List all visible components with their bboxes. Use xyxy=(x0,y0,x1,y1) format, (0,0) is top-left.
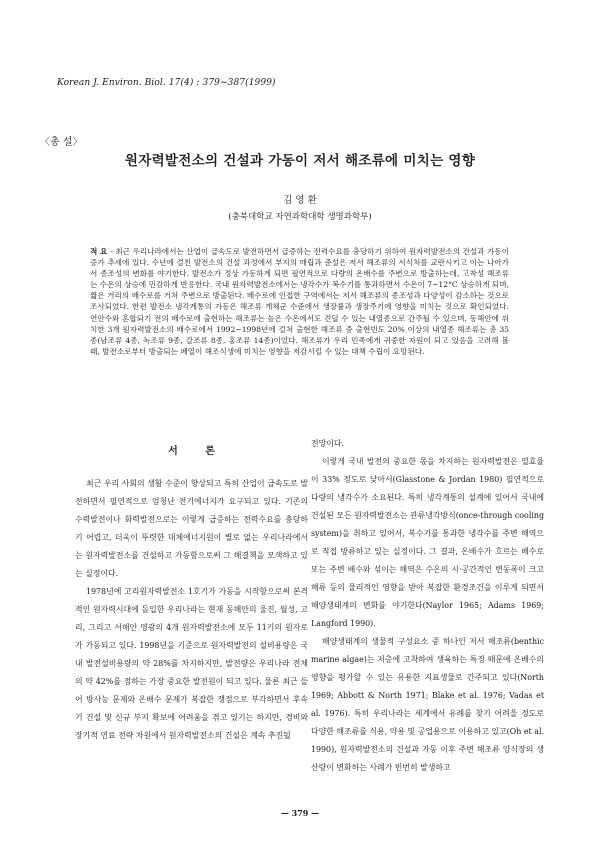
section-heading-introduction: 서 론 xyxy=(168,446,227,457)
body-paragraph: 이렇게 국내 발전의 중요한 몫을 차지하는 원자력발전은 열효율이 33% 정도로 낮아서(Glasstone & Jordan 1980) 필연적으로 다량의 냉각수가 소요된다. 특히 냉각계통의 설계에 있어서 국내에 건설된 모든 원자력발전소는 관류냉각방식(once-through cooling system)을 취하고 있어서, 복수기를 통과한 냉각수를 주변 해역으로 직접 방류하고 있는 실정이다. 그 결과, 온배수가 흐르는 배수로 또는 주변 배수와 섞이는 해역은 수온의 시·공간적인 변동폭이 크고 해류 등의 물리적인 영향을 받아 복잡한 환경조건을 이루게 되면서 해양생태계의 변화를 야기한다(Naylor 1965; Adams 1969; Langford 1990). xyxy=(311,457,544,628)
body-column-left xyxy=(75,435,308,745)
body-column-right xyxy=(311,435,544,777)
body-paragraph: 1978년에 고리원자력발전소 1호기가 가동을 시작함으로써 본격적인 원자력시대에 돌입한 우리나라는 현재 동해안의 울진, 월성, 고리, 그리고 서해안 영광의 4개 원자력발전소에 모두 11기의 원자로가 가동되고 있다. 1998년을 기준으로 원자력발전의 설비용량은 국내 발전설비용량의 약 28%를 차지하지만, 발전량은 우리나라 전체의 약 42%를 점하는 가장 중요한 발전원이 되고 있다. 물론 최근 들어 방사능 문제와 온배수 문제가 복잡한 쟁점으로 부각하면서 후속기 건설 및 신규 부지 확보에 어려움을 겪고 있기는 하지만, 경비와 장기적 연료 전략 차원에서 원자력발전소의 건설은 계속 추진될 xyxy=(75,587,308,740)
author-name: 김 영 환 xyxy=(283,195,317,206)
abstract-label: 적 요 xyxy=(90,247,108,256)
running-head: Korean J. Environ. Biol. 17(4) : 379~387(1999) xyxy=(57,78,276,88)
abstract-text: - 최근 우리나라에서는 산업이 급속도로 발전하면서 급증하는 전력수요를 충당하기 위하여 원자력발전소의 건설과 가동이 증가 추세에 있다. 수년에 걸친 발전소의 건설 과정에서 부지의 매립과 준설은 저서 해조류의 서식처를 교란시키고 이는 나아가서 종조성의 변화를 야기한다. 발전소가 정상 가동하게 되면 필연적으로 다량의 온배수를 주변으로 방출하는데, 고착성 해조류는 수온의 상승에 민감하게 반응한다. 국내 원자력발전소에서는 냉각수가 복수기를 통과하면서 수온이 7~12°C 상승하게 되며, 짧은 거리의 배수로를 거쳐 주변으로 방출된다. 배수로에 인접한 구역에서는 저서 해조류의 종조성과 다양성이 감소하는 것으로 조사되었다. 한편 발전소 냉각계통의 가동은 해조류 개체군 수준에서 생장률과 생장주기에 영향을 미치는 것으로 확인되었다. 연안수와 혼합되기 전의 배수로에 출현하는 해조류는 높은 수온에서도 견딜 수 있는 내열종으로 간주될 수 있으며, 동해안에 위치한 3개 원자력발전소의 배수로에서 1992~1998년에 걸쳐 출현한 해조류 중 출현빈도 20% 이상의 내열종 해조류는 총 35종(남조류 4종, 녹조류 9종, 갈조류 8종, 홍조류 14종)이었다. 해조류가 우리 민족에게 귀중한 자원이 되고 있음을 고려해 볼 때, 발전소로부터 방출되는 폐열이 해조식생에 미치는 영향을 저감시킬 수 있는 대책 수립이 요망된다. xyxy=(90,247,509,356)
article-title: 원자력발전소의 건설과 가동이 저서 해조류에 미치는 영향 xyxy=(124,153,476,169)
page-number: — 379 — xyxy=(280,808,320,818)
body-paragraph: 최근 우리 사회의 생활 수준이 향상되고 특히 산업이 급속도로 발전하면서 필연적으로 엄청난 전기에너지가 요구되고 있다. 기존의 수력발전이나 화력발전으로는 이렇게 급증하는 전력수요를 충당하기 어렵고, 더욱이 뚜렷한 대체에너지원이 별로 없는 우리나라에서는 원자력발전소를 건설하고 가동함으로써 그 해결책을 모색하고 있는 실정이다. xyxy=(75,479,308,578)
author-affiliation: (충북대학교 자연과학대학 생명과학부) xyxy=(228,212,372,222)
article-category: 〈총 설〉 xyxy=(40,137,83,148)
body-paragraph: 전망이다. xyxy=(311,439,344,448)
abstract xyxy=(90,246,509,357)
body-paragraph: 해양생태계의 생물적 구성요소 중 하나인 저서 해조류(benthic marine algae)는 저층에 고착하여 생육하는 특징 때문에 온배수의 영향을 평가할 수 있는 유용한 지표생물로 간주되고 있다(North 1969; Abbott & North 1971; Blake et al. 1976; Vadas et al. 1976). 특히 우리나라는 세계에서 유례를 찾기 어려울 정도로 다양한 해조류를 식용, 약용 및 공업용으로 이용하고 있고(Oh et al. 1990), 원자력발전소의 건설과 가동 이후 주변 해조류 양식장의 생산량이 변화하는 사례가 빈번히 발생하고 xyxy=(311,637,544,772)
